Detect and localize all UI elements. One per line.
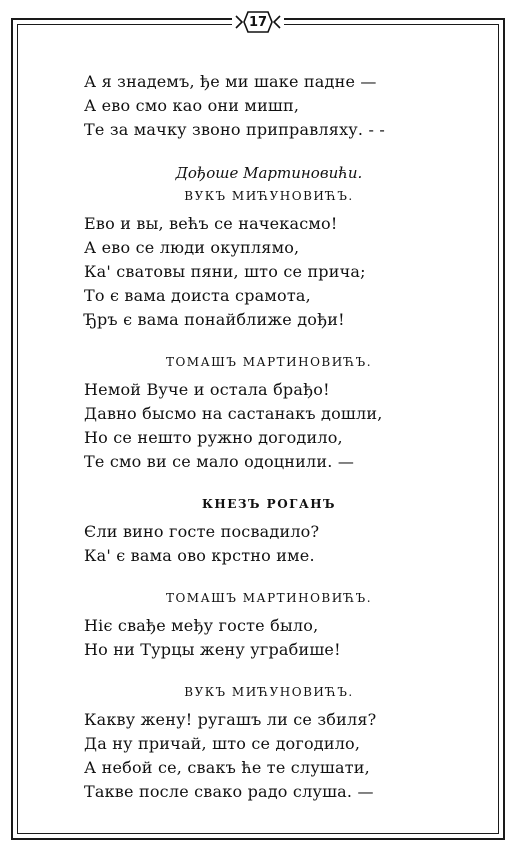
verse-line: Давно бысмо на састанакъ дошли, bbox=[84, 404, 383, 423]
poem-text bbox=[84, 70, 454, 804]
speaker-name: ТОМАШЪ МАРТИНОВИЋЪ. bbox=[165, 591, 373, 605]
dialogue-section bbox=[84, 186, 454, 332]
verse-line: А я знадемъ, ђе ми шаке падне — bbox=[84, 72, 377, 91]
dialogue-section bbox=[84, 682, 454, 804]
verse-line: Ніє свађе међу госте было, bbox=[84, 616, 319, 635]
stage-direction: Дођоше Мартиновићи. bbox=[175, 164, 363, 182]
dialogue-section bbox=[84, 352, 454, 474]
speech-lines bbox=[84, 378, 454, 474]
speech-lines bbox=[84, 212, 454, 332]
verse-line: А ево се люди окуплямо, bbox=[84, 238, 300, 257]
intro-stanza bbox=[84, 70, 454, 142]
dialogue-section bbox=[84, 588, 454, 662]
speaker-name: ТОМАШЪ МАРТИНОВИЋЪ. bbox=[165, 355, 373, 369]
speech-lines bbox=[84, 520, 454, 568]
verse-line: Немой Вуче и остала брађо! bbox=[84, 380, 330, 399]
verse-line: Ево и вы, већъ се начекасмо! bbox=[84, 214, 338, 233]
verse-line: Такве после свако радо слуша. — bbox=[84, 782, 374, 801]
verse-line: Ка' є вама ово крстно име. bbox=[84, 546, 315, 565]
verse-line: Да ну причай, што се догодило, bbox=[84, 734, 361, 753]
dialogue-section bbox=[84, 494, 454, 568]
speech-lines bbox=[84, 708, 454, 804]
verse-line: Ка' сватовы пяни, што се прича; bbox=[84, 262, 366, 281]
speaker-name: ВУКЪ МИЋУНОВИЋЪ. bbox=[184, 189, 354, 203]
speaker-name: ВУКЪ МИЋУНОВИЋЪ. bbox=[184, 685, 354, 699]
verse-line: А ево смо као они мишп, bbox=[84, 96, 300, 115]
verse-line: Те смо ви се мало одоцнили. — bbox=[84, 452, 355, 471]
verse-line: Но ни Турцы жену уграбише! bbox=[84, 640, 341, 659]
page-number: 17 bbox=[248, 14, 268, 30]
verse-line: Те за мачку звоно приправляху. - - bbox=[84, 120, 385, 139]
verse-line: Єли вино госте посвадило? bbox=[84, 522, 320, 541]
verse-line: Но се нешто ружно догодило, bbox=[84, 428, 343, 447]
verse-line: Какву жену! ругашъ ли се збиля? bbox=[84, 710, 377, 729]
verse-line: Ђръ є вама понайближе дођи! bbox=[84, 310, 345, 329]
speaker-name: КНЕЗЪ РОГАНЪ bbox=[201, 497, 337, 511]
speech-lines bbox=[84, 614, 454, 662]
verse-line: А небой се, свакъ ће те слушати, bbox=[84, 758, 370, 777]
verse-line: То є вама доиста срамота, bbox=[84, 286, 311, 305]
page-number-badge bbox=[232, 8, 284, 36]
